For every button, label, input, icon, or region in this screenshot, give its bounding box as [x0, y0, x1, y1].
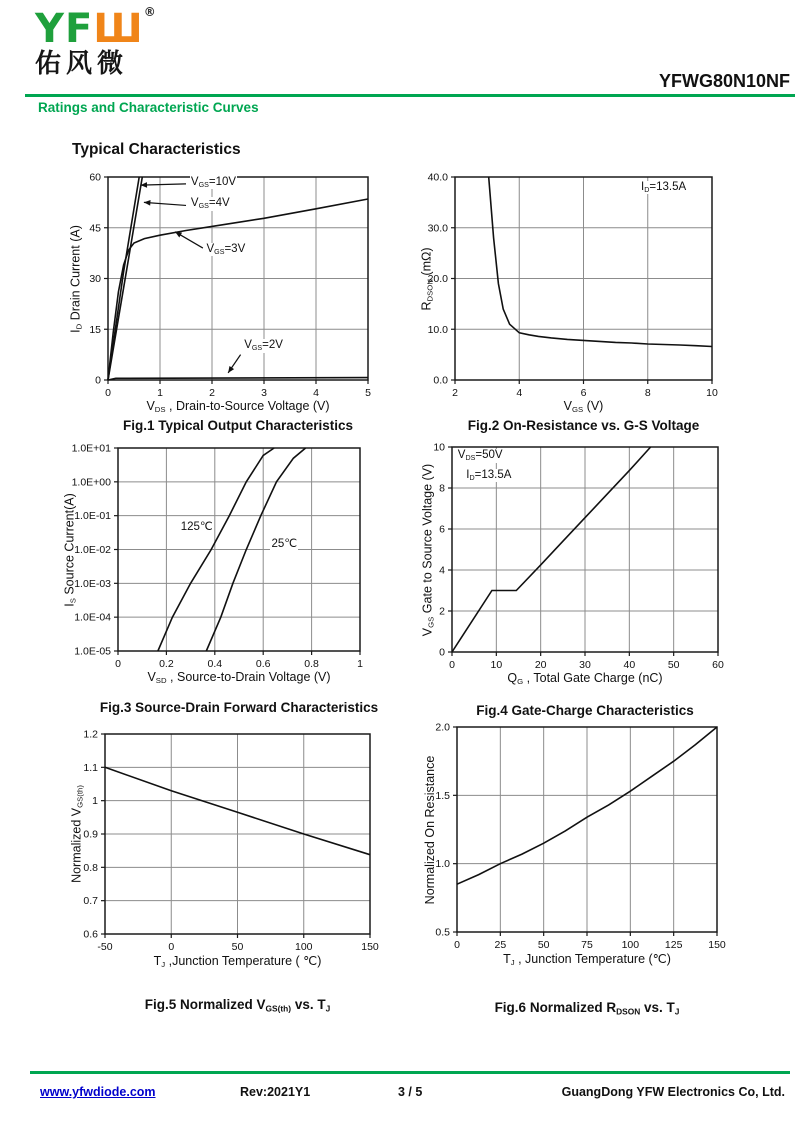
fig1-annotation-1: $V_{GS}=4V$: [190, 197, 230, 211]
fig6-caption: Fig.6 Normalized $R_{DSON}$ vs. $T_J$: [494, 1000, 680, 1017]
part-number: YFWG80N10NF: [658, 71, 790, 91]
fig4-chart: [420, 435, 800, 685]
svg-text:150: 150: [708, 939, 726, 951]
fig6-chart: [420, 715, 800, 968]
svg-text:5: 5: [365, 387, 371, 399]
fig4-annotation-0: $V_{DS}=50V$: [457, 449, 503, 463]
fig3-annotation-1: 25℃: [271, 538, 298, 551]
svg-text:45: 45: [89, 222, 101, 235]
svg-text:1: 1: [92, 795, 98, 808]
svg-text:150: 150: [361, 941, 379, 953]
svg-text:4: 4: [439, 564, 445, 577]
header-divider: [25, 94, 795, 97]
svg-text:0: 0: [168, 941, 175, 953]
svg-text:1.0E-04: 1.0E-04: [74, 611, 111, 624]
svg-text:2: 2: [452, 387, 458, 399]
svg-text:1.0E-03: 1.0E-03: [74, 577, 111, 590]
svg-text:0.8: 0.8: [83, 861, 98, 874]
fig5-x-axis-label: $T_J$ ,Junction Temperature ( ℃): [153, 954, 322, 970]
figure-2: [420, 165, 800, 433]
figure-6: [420, 715, 800, 1016]
svg-text:75: 75: [581, 939, 593, 951]
svg-text:4: 4: [313, 387, 319, 399]
svg-text:8: 8: [439, 482, 445, 495]
fig2-chart: [419, 165, 800, 415]
fig2-x-axis-label: $V_{GS}$ (V): [563, 399, 604, 415]
svg-text:10: 10: [490, 659, 503, 671]
svg-text:2: 2: [439, 605, 445, 618]
fig1-annotation-2: $V_{GS}=3V$: [206, 242, 246, 256]
fig3-caption: Fig.3 Source-Drain Forward Characteristics: [99, 700, 379, 715]
logo-wordmark: [35, 5, 157, 52]
svg-text:50: 50: [537, 939, 550, 951]
svg-text:6: 6: [439, 523, 445, 536]
svg-text:6: 6: [580, 387, 587, 399]
section-title: Ratings and Characteristic Curves: [38, 100, 259, 115]
svg-text:1.0E-05: 1.0E-05: [74, 645, 111, 658]
logo-yf-text: YF: [35, 6, 94, 52]
svg-text:8: 8: [644, 387, 651, 399]
registered-trademark-icon: ®: [143, 5, 157, 19]
svg-text:0: 0: [449, 659, 455, 671]
fig1-y-axis-label: $I_D$ Drain Current (A): [68, 224, 84, 333]
fig2-annotation-0: $I_D=13.5A$: [641, 181, 687, 195]
fig1-chart: [40, 165, 410, 415]
fig5-caption: Fig.5 Normalized $V_{GS(th)}$ vs. $T_J$: [144, 997, 331, 1014]
fig1-x-axis-label: $V_{DS}$ , Drain-to-Source Voltage (V): [146, 399, 330, 415]
page-heading: Typical Characteristics: [72, 141, 241, 158]
svg-text:0: 0: [439, 646, 445, 659]
company-name: GuangDong YFW Electronics Co, Ltd.: [561, 1085, 785, 1099]
svg-text:3: 3: [261, 387, 267, 399]
fig4-y-axis-label: $V_{GS}$ Gate to Source Voltage (V): [420, 463, 436, 636]
figure-3: [40, 435, 410, 715]
logo-chinese-text: 佑风微: [35, 49, 129, 79]
svg-text:0.0: 0.0: [433, 374, 448, 387]
fig2-caption: Fig.2 On-Resistance vs. G-S Voltage: [467, 418, 700, 433]
fig1-annotation-0: $V_{GS}=10V$: [190, 175, 237, 189]
yfw-logo: [35, 6, 157, 77]
figure-4: [420, 435, 800, 718]
svg-text:1.5: 1.5: [435, 789, 450, 802]
svg-text:30.0: 30.0: [427, 222, 448, 235]
fig4-x-axis-label: $Q_G$ , Total Gate Charge (nC): [507, 671, 663, 687]
revision-label: Rev:2021Y1: [240, 1085, 311, 1099]
fig3-y-axis-label: $I_S$ Source Current(A): [62, 492, 78, 607]
website-link[interactable]: www.yfwdiode.com: [40, 1085, 156, 1099]
svg-text:1: 1: [357, 658, 363, 670]
svg-text:10: 10: [706, 387, 718, 399]
fig5-chart: [40, 722, 410, 970]
svg-text:0: 0: [454, 939, 460, 951]
svg-text:2: 2: [209, 387, 215, 399]
fig2-y-axis-label: $R_{DSON}$ (mΩ): [419, 247, 435, 310]
svg-text:1.0E+01: 1.0E+01: [71, 442, 111, 455]
fig6-y-axis-label: Normalized On Resistance: [423, 755, 437, 904]
svg-text:0.8: 0.8: [304, 658, 319, 670]
svg-text:0: 0: [95, 374, 101, 387]
svg-text:60: 60: [89, 171, 101, 184]
svg-text:50: 50: [231, 941, 244, 953]
svg-text:1.0E-01: 1.0E-01: [74, 510, 111, 523]
svg-text:0.6: 0.6: [255, 658, 271, 670]
fig1-annotation-3: $V_{GS}=2V$: [244, 339, 283, 353]
svg-text:0.9: 0.9: [83, 828, 98, 841]
figure-5: [40, 722, 410, 1013]
svg-text:0: 0: [105, 387, 111, 399]
fig5-y-axis-label: Normalized $V_{GS(th)}$: [69, 785, 85, 883]
svg-text:0.4: 0.4: [207, 658, 223, 670]
figure-1: [40, 165, 410, 433]
svg-text:0.6: 0.6: [83, 928, 98, 941]
svg-text:1.1: 1.1: [83, 761, 98, 774]
fig3-chart: [40, 435, 410, 685]
svg-text:4: 4: [516, 387, 523, 399]
footer-divider: [30, 1071, 790, 1074]
svg-text:1: 1: [157, 387, 163, 399]
svg-text:40.0: 40.0: [427, 171, 448, 184]
svg-text:1.0E+00: 1.0E+00: [71, 476, 111, 489]
fig6-x-axis-label: $T_J$ , Junction Temperature (℃): [503, 952, 671, 968]
svg-text:-50: -50: [97, 941, 113, 953]
svg-text:125: 125: [664, 939, 683, 951]
svg-text:40: 40: [623, 659, 636, 671]
svg-text:25: 25: [494, 939, 507, 951]
svg-text:30: 30: [89, 273, 101, 285]
svg-text:30: 30: [579, 659, 591, 671]
svg-text:50: 50: [667, 659, 680, 671]
svg-text:100: 100: [621, 939, 640, 951]
svg-text:20: 20: [534, 659, 547, 671]
svg-text:2.0: 2.0: [435, 721, 450, 734]
svg-text:60: 60: [712, 659, 724, 671]
fig4-caption: Fig.4 Gate-Charge Characteristics: [476, 703, 694, 718]
page-number: 3 / 5: [398, 1085, 423, 1099]
svg-text:1.0: 1.0: [435, 858, 450, 871]
svg-text:1.2: 1.2: [83, 728, 98, 741]
fig3-annotation-0: 125℃: [180, 521, 213, 534]
footer: [0, 1085, 800, 1109]
svg-text:10.0: 10.0: [427, 323, 448, 336]
svg-text:15: 15: [89, 323, 101, 336]
svg-text:1.0E-02: 1.0E-02: [74, 544, 111, 556]
svg-text:0.5: 0.5: [435, 926, 450, 939]
fig3-x-axis-label: $V_{SD}$ , Source-to-Drain Voltage (V): [147, 670, 331, 686]
svg-text:10: 10: [433, 441, 445, 454]
svg-text:20.0: 20.0: [427, 273, 448, 285]
fig1-caption: Fig.1 Typical Output Characteristics: [122, 418, 354, 433]
logo-w-text: Ш: [93, 6, 144, 52]
svg-text:100: 100: [294, 941, 313, 953]
fig4-annotation-1: $I_D=13.5A$: [466, 468, 512, 482]
svg-text:0.2: 0.2: [159, 658, 174, 670]
svg-text:0.7: 0.7: [83, 895, 98, 908]
svg-text:0: 0: [115, 658, 121, 670]
